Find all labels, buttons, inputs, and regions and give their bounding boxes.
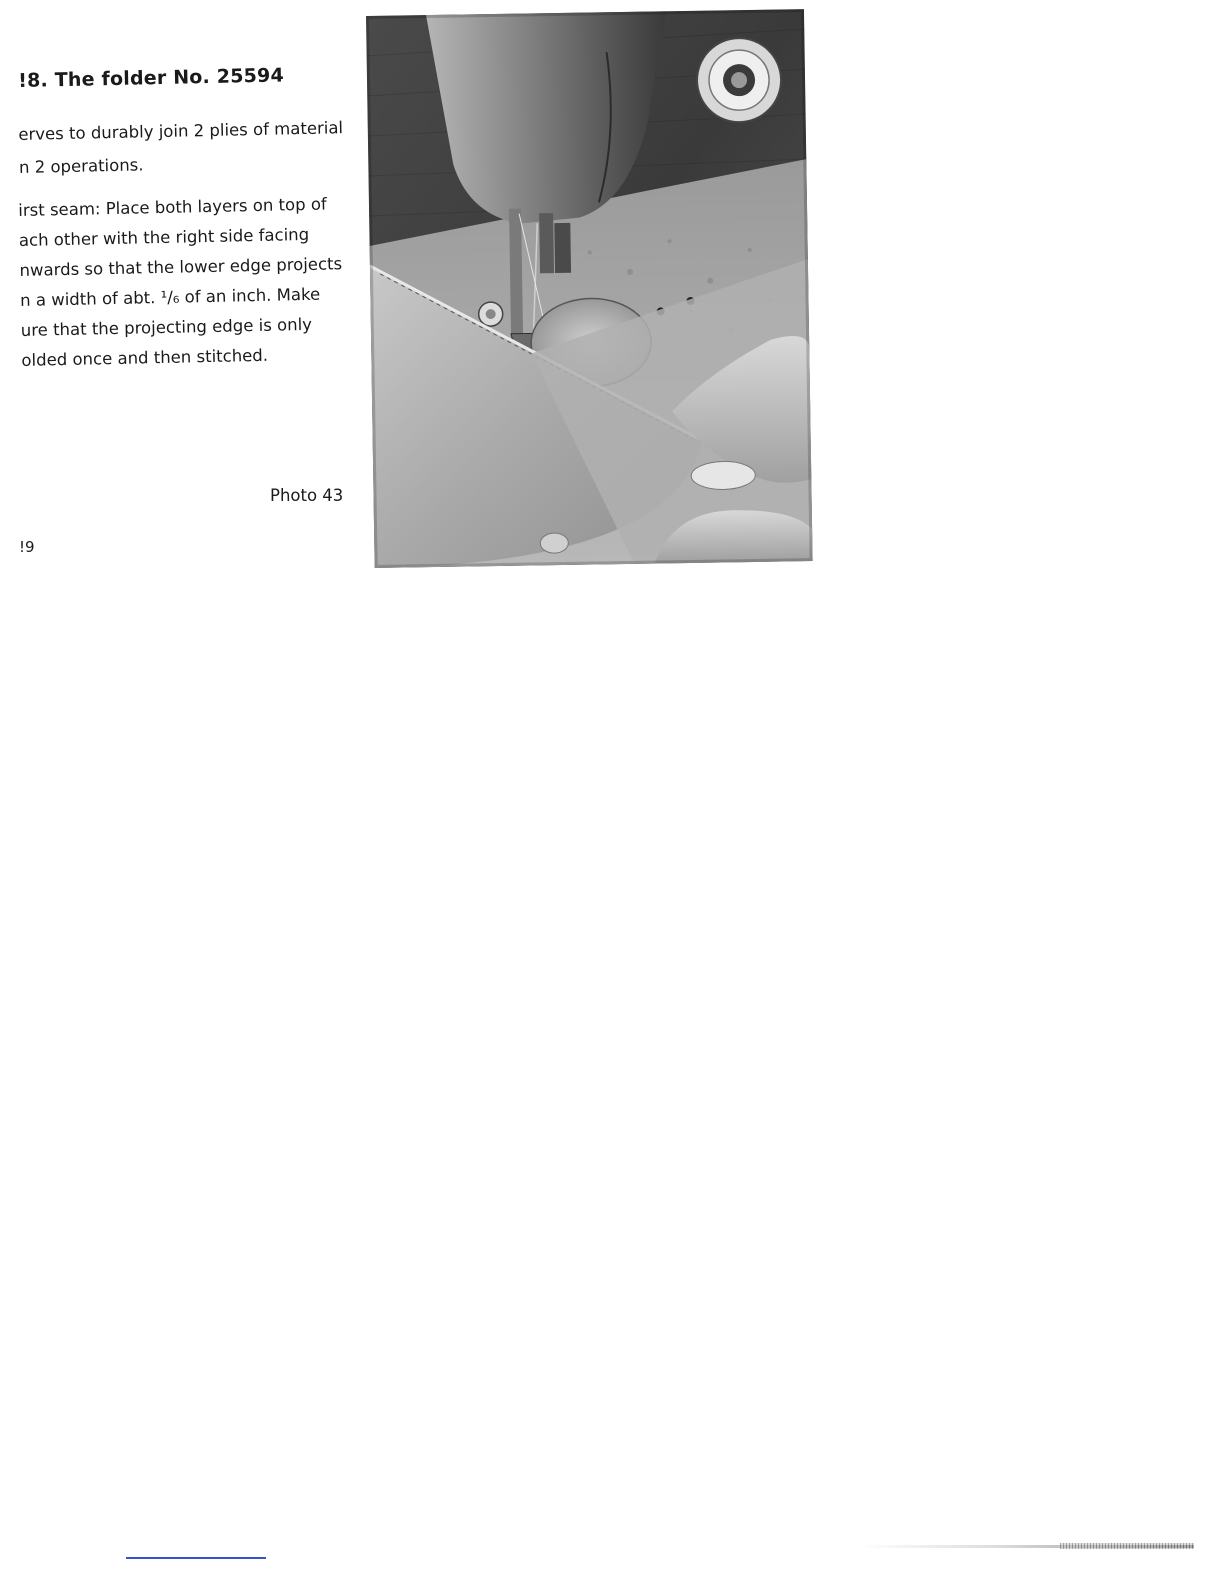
sewing-machine-photo-icon [366,9,813,568]
photo-caption: Photo 43 [270,486,344,505]
instruction-line: olded once and then stitched. [21,345,269,370]
instruction-line: ure that the projecting edge is only [20,314,313,340]
instruction-paragraph [18,189,348,376]
intro-paragraph [18,111,349,184]
instruction-line: ach other with the right side facing [18,224,310,250]
sewing-machine-photo [366,9,813,568]
instruction-line: n a width of abt. ¹/₆ of an inch. Make [19,284,321,310]
footer-scan-artifact [860,1540,1194,1552]
section-heading: !8. The folder No. 25594 [18,64,285,92]
instruction-line: nwards so that the lower edge projects [19,254,343,280]
intro-line: n 2 operations. [18,155,144,177]
footer-link-underline [126,1557,266,1559]
page-number: !9 [19,538,35,556]
intro-line: erves to durably join 2 plies of material [18,118,344,144]
instruction-line: irst seam: Place both layers on top of [18,194,327,220]
